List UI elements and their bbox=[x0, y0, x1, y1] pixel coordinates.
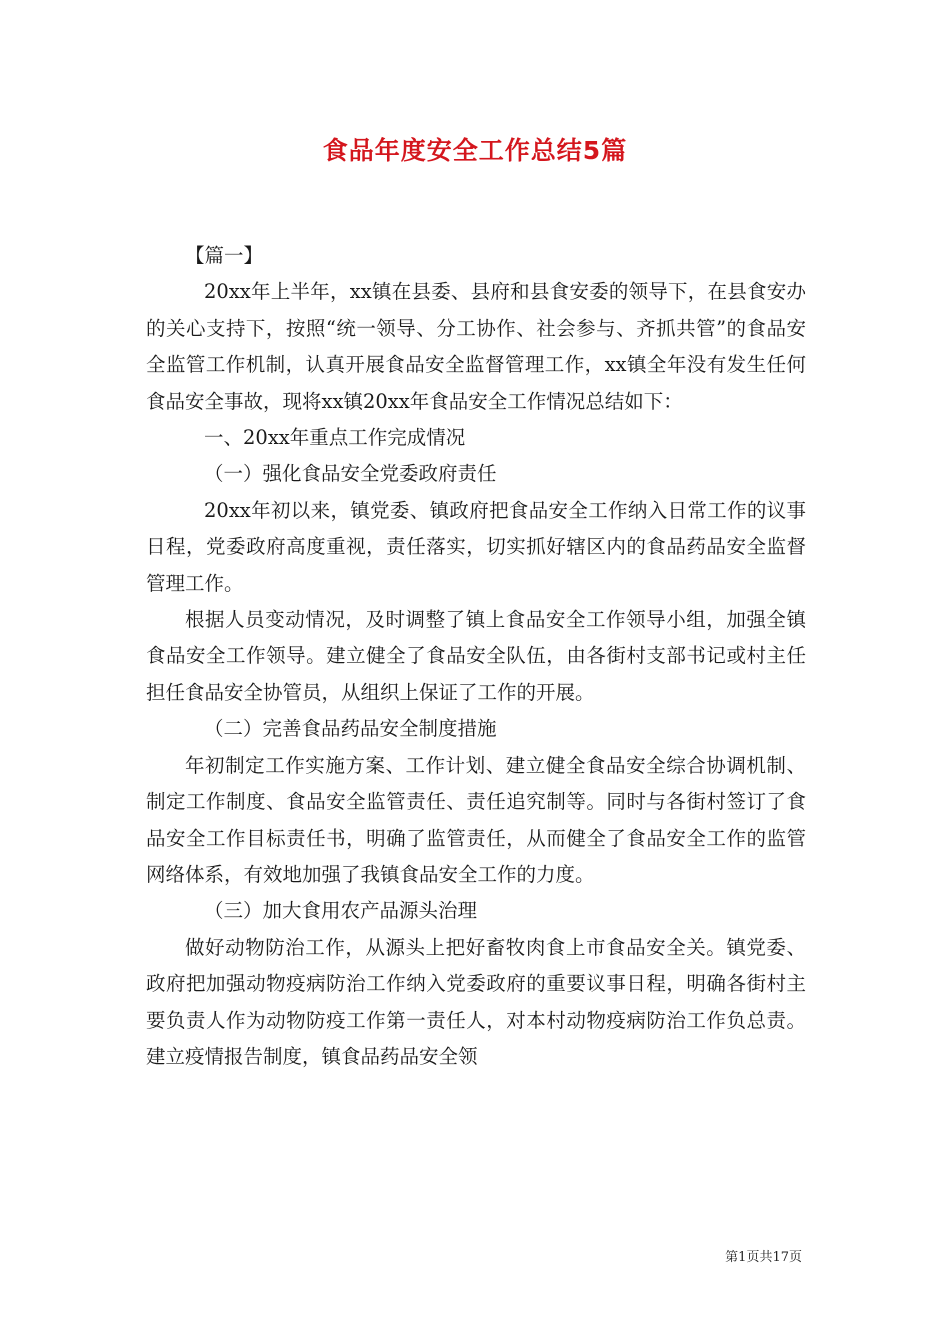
paragraph: 20xx年初以来，镇党委、镇政府把食品安全工作纳入日常工作的议事日程，党委政府高度重视，责任落实，切实抓好辖区内的食品药品安全监督管理工作。 bbox=[146, 498, 806, 595]
paragraph: 做好动物防治工作，从源头上把好畜牧肉食上市食品安全关。镇党委、政府把加强动物疫病防治工作纳入党委政府的重要议事日程，明确各街村主要负责人作为动物防疫工作第一责任人，对本村动物疫病防治工作负总责。建立疫情报告制度，镇食品药品安全领 bbox=[146, 935, 806, 1068]
subsection-heading: （一）强化食品安全党委政府责任 bbox=[204, 462, 497, 486]
paragraph: 根据人员变动情况，及时调整了镇上食品安全工作领导小组，加强全镇食品安全工作领导。建立健全了食品安全队伍，由各街村支部书记或村主任担任食品安全协管员，从组织上保证了工作的开展。 bbox=[146, 608, 806, 704]
document-body bbox=[146, 238, 806, 1075]
section-label: 【篇一】 bbox=[185, 244, 264, 267]
section-heading: 一、20xx年重点工作完成情况 bbox=[204, 426, 466, 450]
page-title: 食品年度安全工作总结5篇 bbox=[322, 136, 628, 165]
subsection-heading: （二）完善食品药品安全制度措施 bbox=[204, 717, 497, 741]
paragraph: 20xx年上半年，xx镇在县委、县府和县食安委的领导下，在县食安办的关心支持下，按照“统一领导、分工协作、社会参与、齐抓共管”的食品安全监管工作机制，认真开展食品安全监督管理工作，xx镇全年没有发生任何食品安全事故，现将xx镇20xx年食品安全工作情况总结如下： bbox=[146, 280, 806, 413]
paragraph: 年初制定工作实施方案、工作计划、建立健全食品安全综合协调机制、制定工作制度、食品安全监管责任、责任追究制等。同时与各街村签订了食品安全工作目标责任书，明确了监管责任，从而健全了食品安全工作的监管网络体系，有效地加强了我镇食品安全工作的力度。 bbox=[146, 753, 806, 886]
subsection-heading: （三）加大食用农产品源头治理 bbox=[204, 899, 478, 923]
page-number: 第1页共17页 bbox=[725, 1250, 802, 1265]
